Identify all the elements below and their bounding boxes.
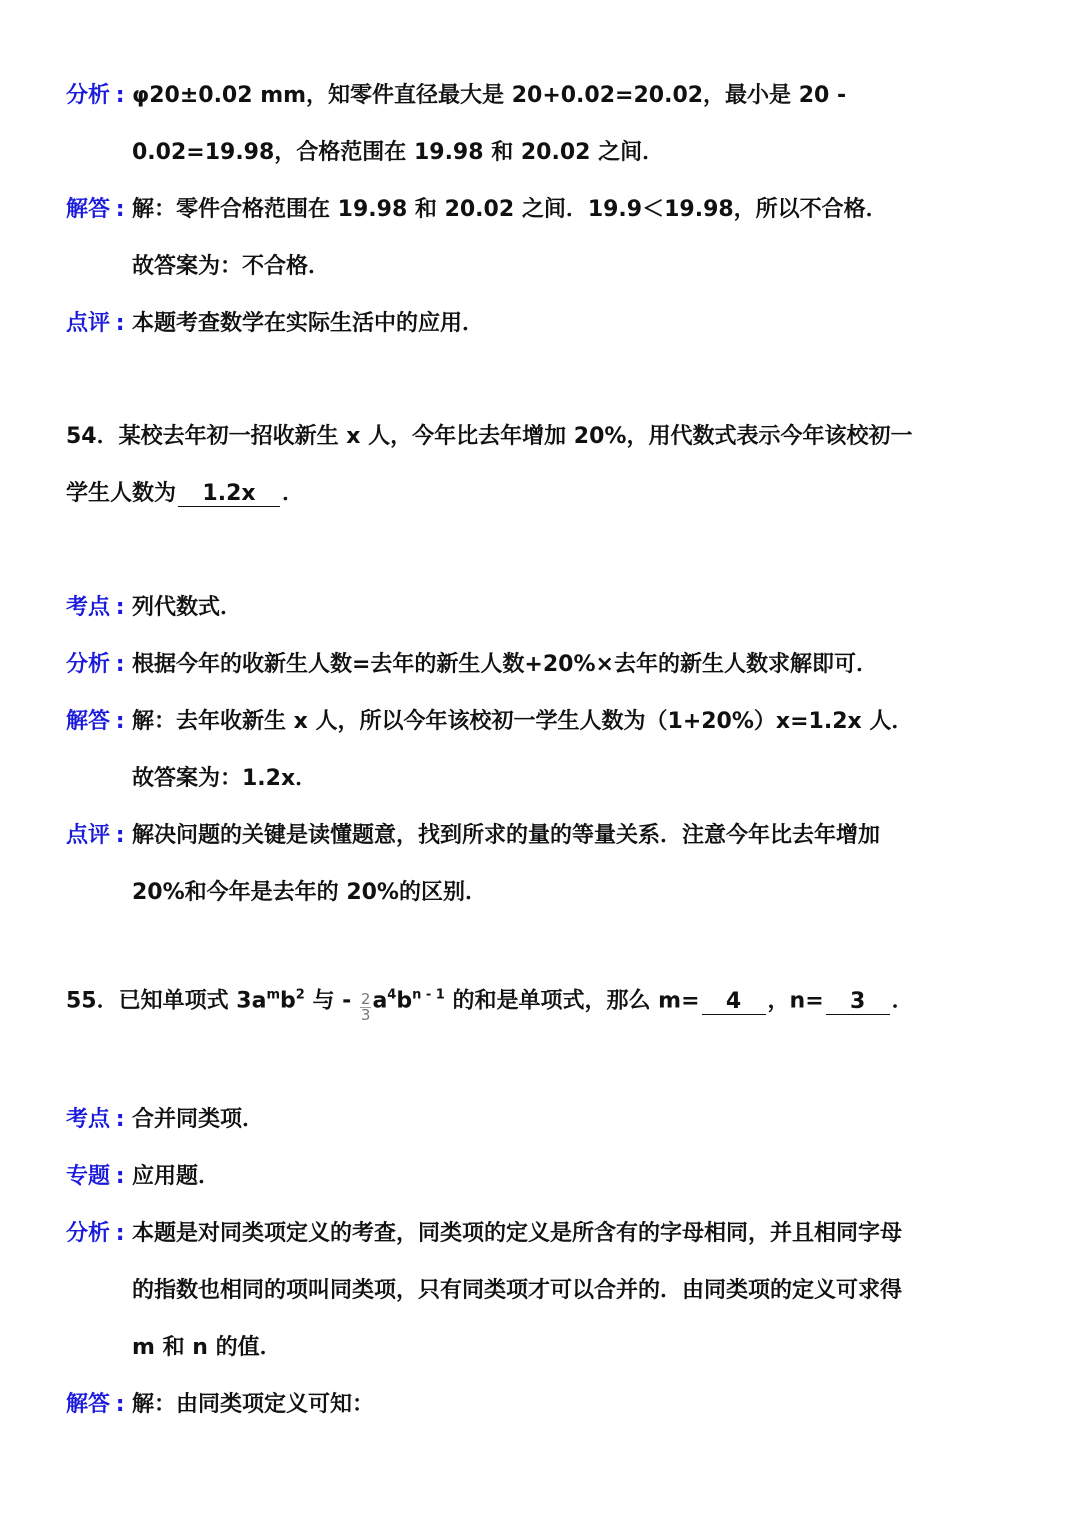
q55-answer-line1: 解答 : 解：由同类项定义可知： <box>66 1390 374 1420</box>
q54-point: 考点 : 列代数式． <box>66 593 242 623</box>
point-label: 考点 : <box>66 1107 125 1132</box>
q54-answer-line1: 解答 : 解：去年收新生 x 人，所以今年该校初一学生人数为（1+20%）x=1.2x 人． <box>66 707 913 737</box>
q54-comment-line2: 20%和今年是去年的 20%的区别． <box>132 880 487 905</box>
topic-label: 专题 : <box>66 1164 125 1189</box>
q54-analysis: 分析 : 根据今年的收新生人数=去年的新生人数+20%×去年的新生人数求解即可． <box>66 650 878 680</box>
q55-point: 考点 : 合并同类项． <box>66 1105 264 1135</box>
point-label: 考点 : <box>66 595 125 620</box>
q55-question: 55．已知单项式 $3a^mb^2$ 与 - $\frac{2}{3}$ $a^4b^{n - 1}$ 的和是单项式，那么 m= 4 ，n= 3 ． <box>66 987 914 1024</box>
comment-label: 点评 : <box>66 311 125 336</box>
q55-analysis-line3: m 和 n 的值． <box>132 1335 282 1360</box>
answer-label: 解答 : <box>66 709 125 734</box>
answer-label: 解答 : <box>66 1392 125 1417</box>
q53-analysis-line2: 0.02=19.98，合格范围在 19.98 和 20.02 之间． <box>132 140 665 165</box>
q55-analysis-line2: 的指数也相同的项叫同类项，只有同类项才可以合并的．由同类项的定义可求得 <box>132 1278 903 1303</box>
q53-analysis-line1: 分析 : φ20±0.02 mm，知零件直径最大是 20+0.02=20.02，最小是 20 - <box>66 81 846 111</box>
q54-question-line1: 54．某校去年初一招收新生 x 人，今年比去年增加 20%，用代数式表示今年该校初一 <box>66 424 913 449</box>
fraction-two-thirds: $\frac{2}{3}$ <box>360 990 371 1024</box>
analysis-label: 分析 : <box>66 1221 125 1246</box>
q55-analysis-line1: 分析 : 本题是对同类项定义的考查，同类项的定义是所含有的字母相同，并且相同字母 <box>66 1219 902 1249</box>
q53-answer-line2: 故答案为：不合格． <box>132 254 331 279</box>
q54-question-line2: 学生人数为 1.2x ． <box>66 481 305 506</box>
analysis-label: 分析 : <box>66 652 125 677</box>
q53-comment: 点评 : 本题考查数学在实际生活中的应用． <box>66 309 484 339</box>
analysis-label: 分析 : <box>66 83 125 108</box>
q54-comment-line1: 点评 : 解决问题的关键是读懂题意，找到所求的量的等量关系．注意今年比去年增加 <box>66 821 880 851</box>
q53-answer-line1: 解答 : 解：零件合格范围在 19.98 和 20.02 之间．19.9＜19.98，所以不合格． <box>66 195 888 225</box>
q55-blank-n: 3 <box>826 990 890 1015</box>
q54-answer-blank: 1.2x <box>178 482 280 507</box>
q54-answer-line2: 故答案为：1.2x． <box>132 766 318 791</box>
answer-label: 解答 : <box>66 197 125 222</box>
comment-label: 点评 : <box>66 823 125 848</box>
q55-topic: 专题 : 应用题． <box>66 1162 220 1192</box>
q55-blank-m: 4 <box>702 990 766 1015</box>
